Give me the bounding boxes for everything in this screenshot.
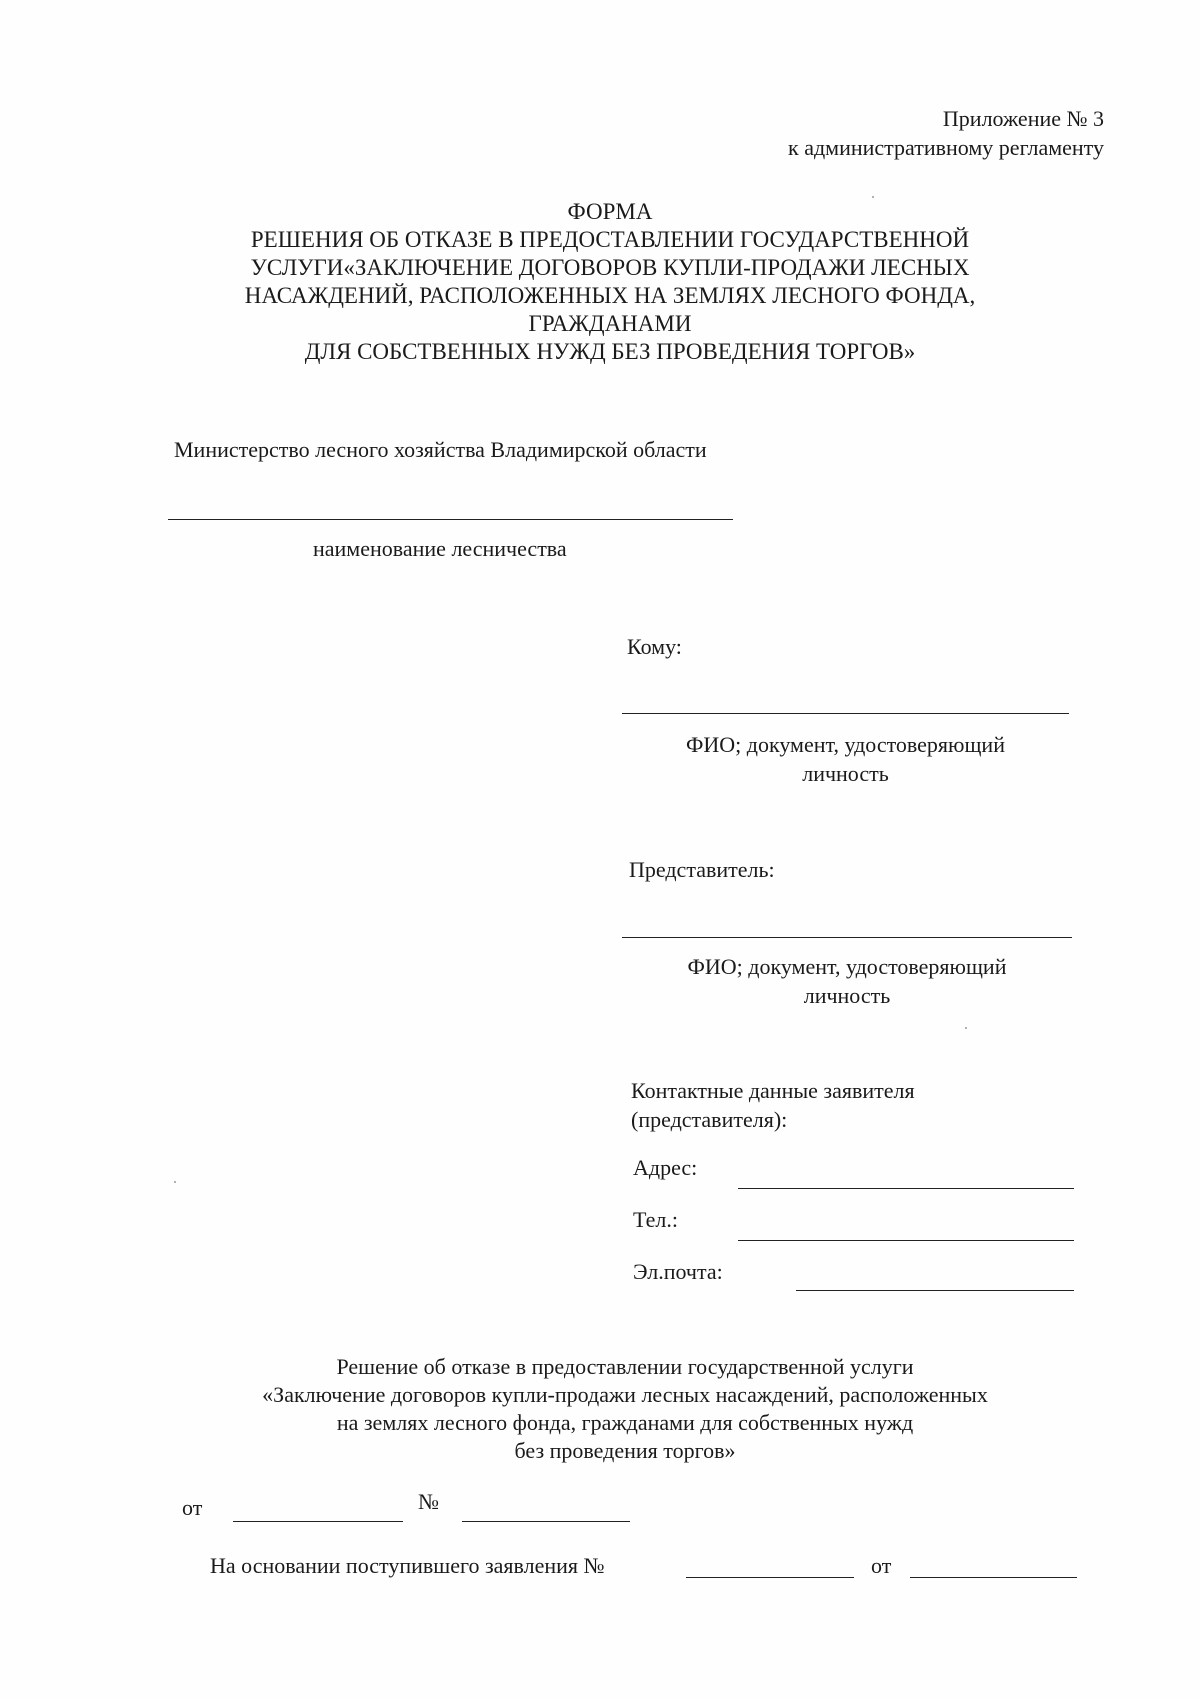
decision-number-label: №	[418, 1489, 439, 1514]
ministry-name: Министерство лесного хозяйства Владимирской области	[174, 437, 707, 462]
decision-date-line[interactable]	[233, 1521, 403, 1522]
address-label: Адрес:	[633, 1155, 698, 1180]
scan-speck	[872, 196, 874, 198]
scan-speck	[174, 1181, 176, 1183]
scan-speck	[965, 1027, 967, 1029]
title-line-4: НАСАЖДЕНИЙ, РАСПОЛОЖЕННЫХ НА ЗЕМЛЯХ ЛЕСНОГО ФОНДА,	[244, 283, 976, 308]
contacts-heading-line-2: (представителя):	[631, 1107, 788, 1132]
recipient-label: Кому:	[627, 634, 682, 659]
phone-label: Тел.:	[633, 1207, 678, 1232]
representative-line[interactable]	[622, 937, 1072, 938]
email-line[interactable]	[796, 1290, 1074, 1291]
decision-line-3: на землях лесного фонда, гражданами для собственных нужд	[336, 1410, 914, 1435]
appendix-number: Приложение № 3	[942, 106, 1104, 131]
title-line-5: ГРАЖДАНАМИ	[528, 311, 692, 336]
application-date-label: от	[871, 1553, 892, 1578]
email-label: Эл.почта:	[633, 1259, 723, 1284]
application-date-line[interactable]	[910, 1577, 1077, 1578]
appendix-regulation: к административному регламенту	[788, 135, 1104, 160]
recipient-caption-line-2: личность	[802, 761, 889, 786]
decision-line-1: Решение об отказе в предоставлении государственной услуги	[336, 1354, 914, 1379]
contacts-heading-line-1: Контактные данные заявителя	[631, 1078, 915, 1103]
decision-date-label: от	[182, 1495, 203, 1520]
title-line-6: ДЛЯ СОБСТВЕННЫХ НУЖД БЕЗ ПРОВЕДЕНИЯ ТОРГОВ»	[304, 339, 916, 364]
phone-line[interactable]	[738, 1240, 1074, 1241]
recipient-line[interactable]	[622, 713, 1069, 714]
basis-text: На основании поступившего заявления №	[210, 1553, 605, 1578]
decision-line-4: без проведения торгов»	[514, 1438, 736, 1463]
representative-caption-line-2: личность	[803, 983, 891, 1008]
title-line-3: УСЛУГИ«ЗАКЛЮЧЕНИЕ ДОГОВОРОВ КУПЛИ-ПРОДАЖИ ЛЕСНЫХ	[250, 255, 970, 280]
decision-line-2: «Заключение договоров купли-продажи лесных насаждений, расположенных	[262, 1382, 988, 1407]
forestry-caption: наименование лесничества	[313, 536, 567, 561]
application-number-line[interactable]	[686, 1577, 854, 1578]
decision-number-line[interactable]	[462, 1521, 630, 1522]
title-line-1: ФОРМА	[567, 199, 653, 224]
title-line-2: РЕШЕНИЯ ОБ ОТКАЗЕ В ПРЕДОСТАВЛЕНИИ ГОСУДАРСТВЕННОЙ	[250, 227, 970, 252]
representative-caption-line-1: ФИО; документ, удостоверяющий	[687, 954, 1007, 979]
recipient-caption-line-1: ФИО; документ, удостоверяющий	[686, 732, 1005, 757]
address-line[interactable]	[738, 1188, 1074, 1189]
representative-label: Представитель:	[629, 857, 775, 882]
forestry-name-line[interactable]	[168, 519, 733, 520]
